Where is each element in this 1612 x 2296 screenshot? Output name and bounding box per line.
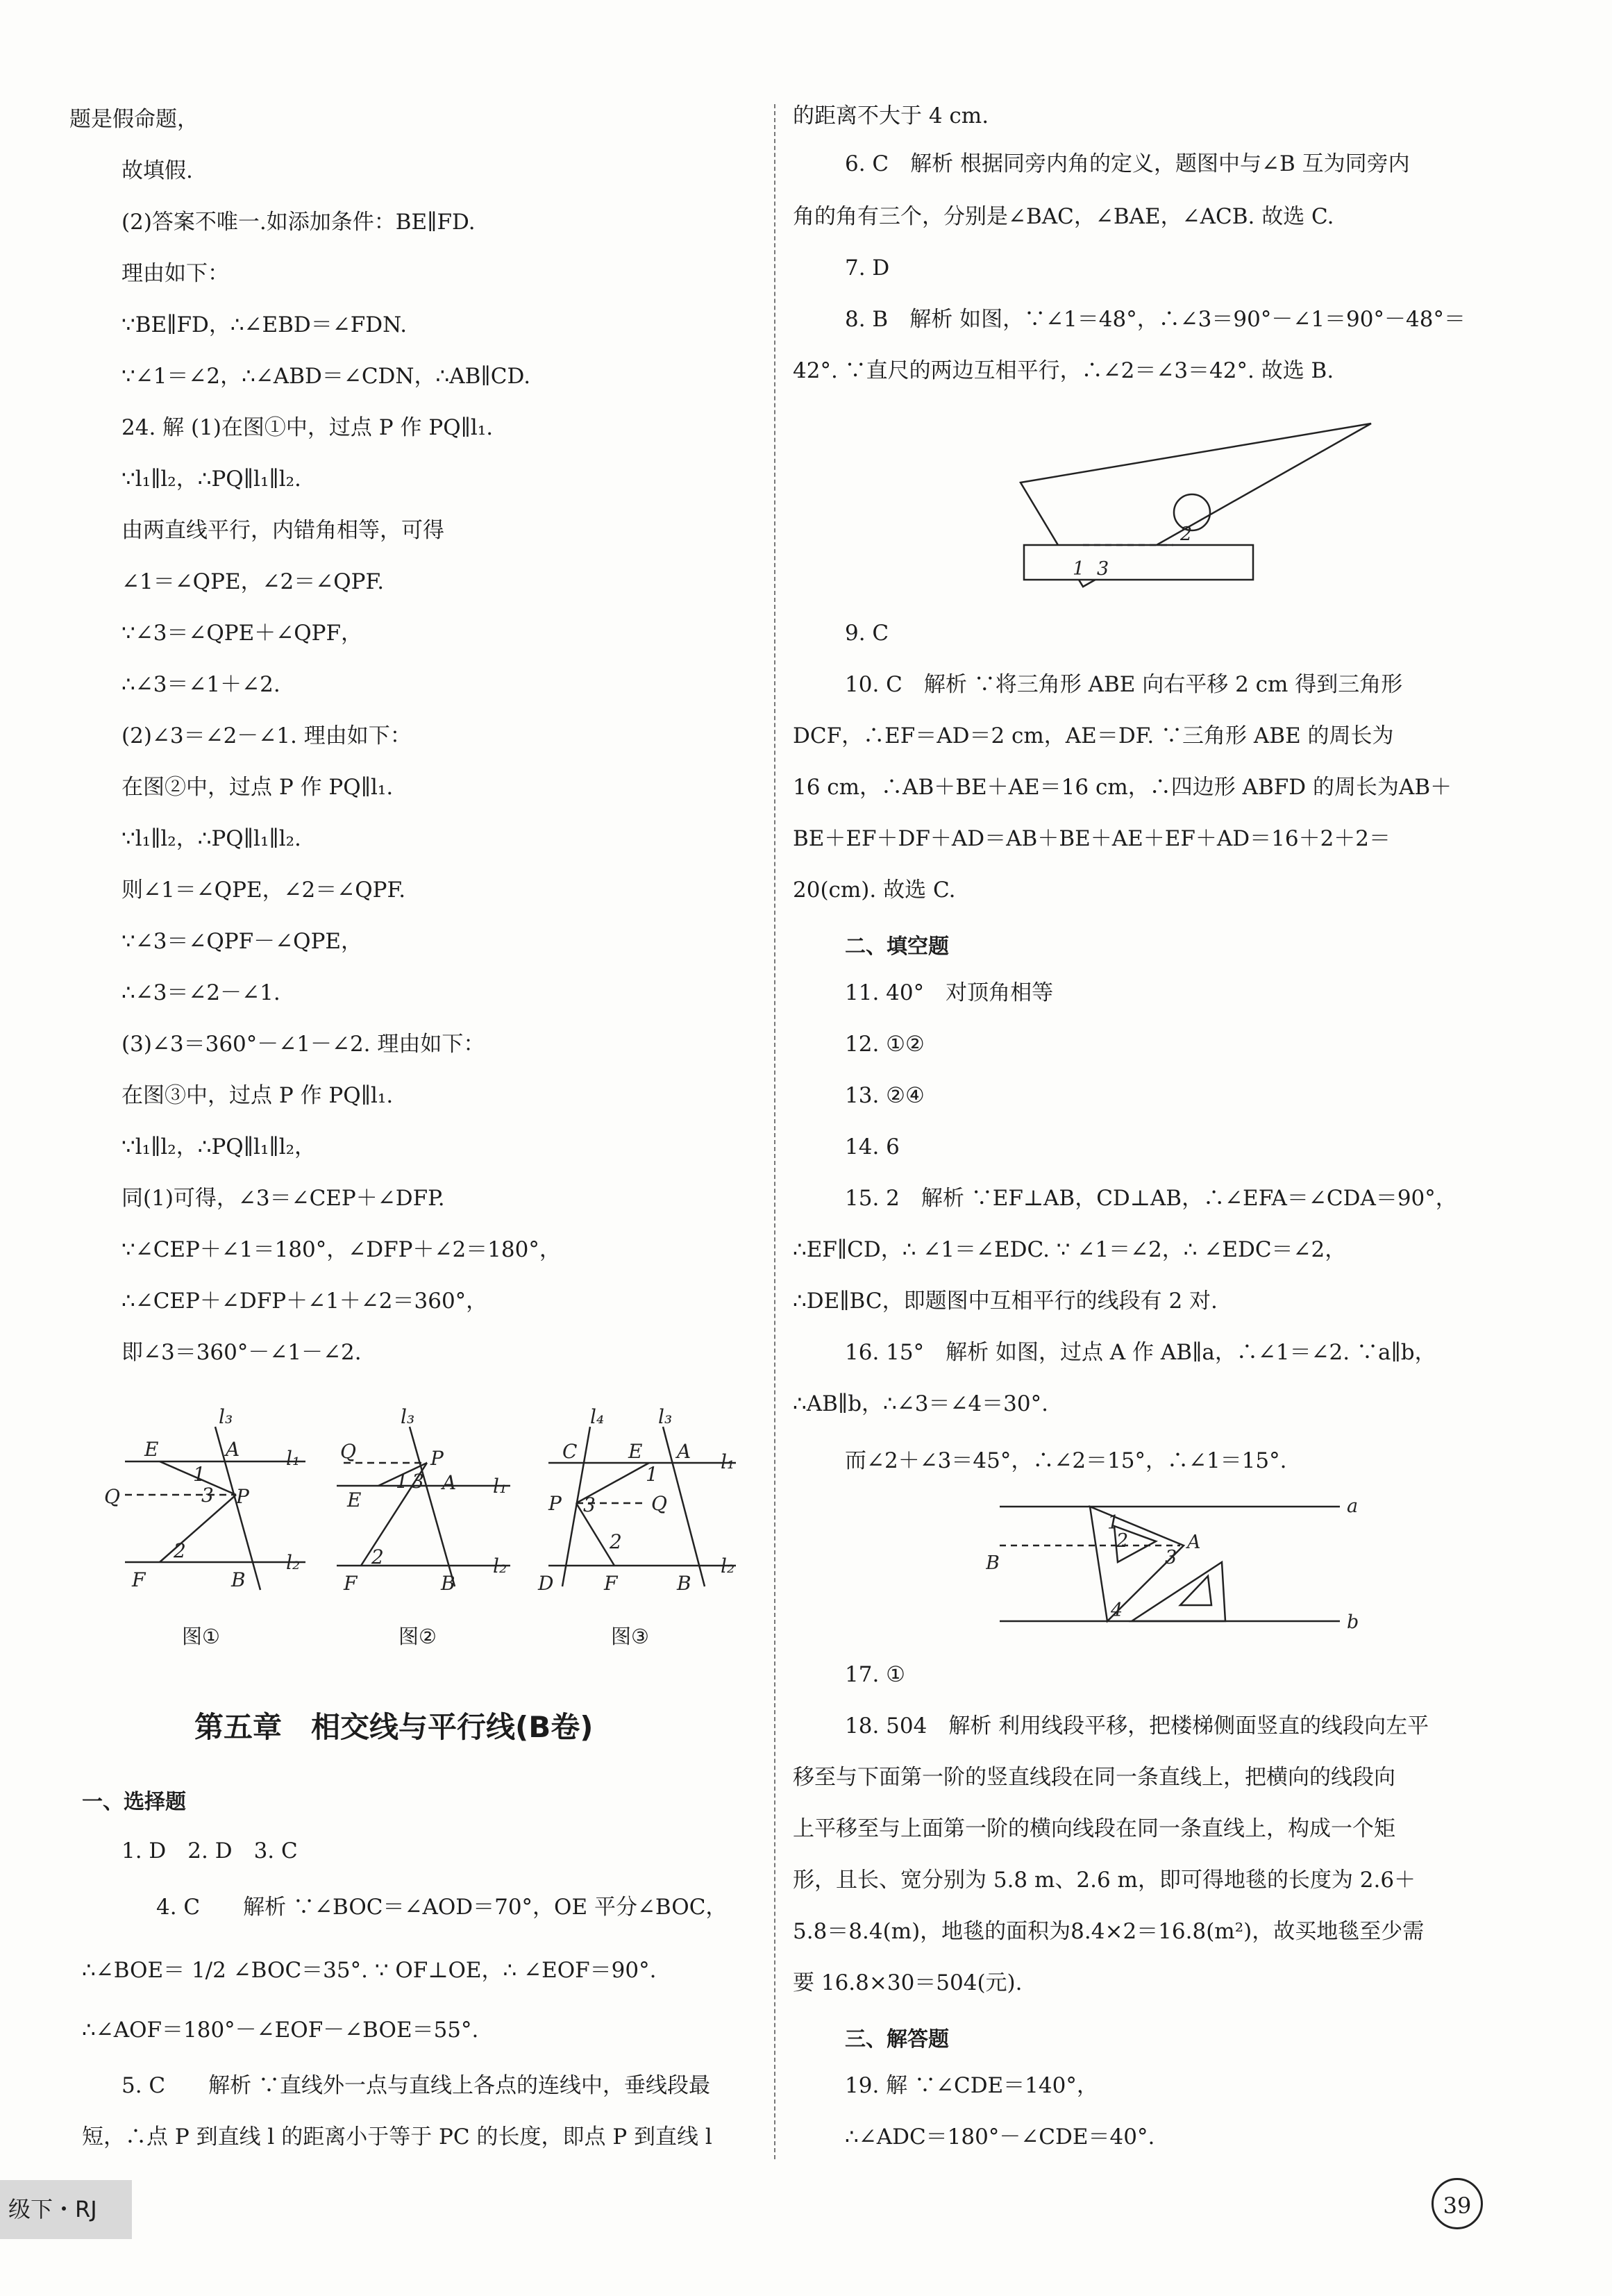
svg-text:F: F — [132, 1568, 146, 1591]
text-line: 12. ①② — [845, 1032, 925, 1057]
text-line: ∵l₁∥l₂，∴PQ∥l₁∥l₂， — [121, 1134, 317, 1159]
text-line: (2)∠3＝∠2－∠1. 理由如下： — [121, 723, 412, 748]
text-line: 19. 解 ∵∠CDE＝140°， — [845, 2073, 1098, 2098]
text-line: 11. 40° 对顶角相等 — [845, 980, 1054, 1005]
text-line: 故填假. — [121, 158, 193, 183]
section-heading: 一、选择题 — [82, 1790, 186, 1814]
text-line: 17. ① — [845, 1662, 905, 1687]
svg-text:A: A — [1187, 1532, 1201, 1553]
text-line: 理由如下： — [121, 261, 229, 286]
text-line: 14. 6 — [845, 1134, 900, 1159]
svg-text:B: B — [231, 1568, 246, 1591]
text-line: 在图②中，过点 P 作 PQ∥l₁. — [121, 775, 394, 800]
svg-text:Q: Q — [104, 1485, 120, 1508]
section-heading: 二、填空题 — [845, 935, 949, 959]
svg-text:3: 3 — [1165, 1547, 1177, 1568]
text-line: 10. C 解析 ∵将三角形 ABE 向右平移 2 cm 得到三角形 — [845, 672, 1403, 697]
svg-text:A: A — [677, 1440, 691, 1463]
text-line: 42°. ∵直尺的两边互相平行，∴∠2＝∠3＝42°. 故选 B. — [793, 358, 1334, 383]
svg-text:2: 2 — [174, 1539, 186, 1562]
text-line: 5. C 解析 ∵直线外一点与直线上各点的连线中，垂线段最 — [121, 2073, 711, 2098]
text-line: ∴EF∥CD，∴ ∠1＝∠EDC. ∵ ∠1＝∠2，∴ ∠EDC＝∠2， — [793, 1237, 1347, 1262]
parallel-lines-figure — [986, 1486, 1375, 1645]
text-line: (3)∠3＝360°－∠1－∠2. 理由如下： — [121, 1032, 485, 1057]
section-heading: 三、解答题 — [845, 2027, 949, 2052]
svg-text:P: P — [548, 1492, 562, 1515]
text-line: 16 cm，∴AB＋BE＋AE＝16 cm，∴四边形 ABFD 的周长为AB＋ — [793, 775, 1452, 800]
figure-caption: 图① — [182, 1625, 220, 1648]
page-number: 39 — [1432, 2178, 1483, 2229]
svg-text:l₂: l₂ — [493, 1555, 507, 1577]
figure-caption: 图③ — [611, 1625, 649, 1648]
svg-text:P: P — [430, 1447, 444, 1470]
text-line: DCF，∴EF＝AD＝2 cm，AE＝DF. ∵三角形 ABE 的周长为 — [793, 723, 1394, 748]
text-line: 1. D 2. D 3. C — [121, 1838, 298, 1863]
column-divider — [774, 104, 775, 2159]
svg-text:b: b — [1347, 1611, 1359, 1633]
text-line: 移至与下面第一阶的竖直线段在同一条直线上，把横向的线段向 — [793, 1765, 1395, 1790]
svg-text:1: 1 — [646, 1463, 658, 1486]
svg-text:4: 4 — [1111, 1600, 1123, 1621]
text-line: 即∠3＝360°－∠1－∠2. — [121, 1340, 362, 1365]
svg-text:E: E — [347, 1489, 362, 1511]
text-line: 5.8＝8.4(m)，地毯的面积为8.4×2＝16.8(m²)，故买地毯至少需 — [793, 1919, 1425, 1944]
grade-tag: 级下・RJ — [0, 2180, 132, 2239]
ruler-triangle-figure — [1007, 417, 1382, 590]
text-line: ∴∠AOF＝180°－∠EOF－∠BOE＝55°. — [82, 2018, 479, 2043]
svg-text:E: E — [628, 1440, 643, 1463]
svg-text:l₁: l₁ — [721, 1450, 735, 1473]
text-line: 要 16.8×30＝504(元). — [793, 1970, 1023, 1995]
svg-text:F: F — [604, 1572, 618, 1593]
text-line: 形，且长、宽分别为 5.8 m、2.6 m，即可得地毯的长度为 2.6＋ — [793, 1868, 1416, 1893]
svg-text:a: a — [1347, 1495, 1359, 1517]
svg-text:3: 3 — [201, 1484, 214, 1507]
text-line: 同(1)可得，∠3＝∠CEP＋∠DFP. — [121, 1186, 445, 1211]
svg-text:l₃: l₃ — [219, 1405, 233, 1428]
text-line: BE＋EF＋DF＋AD＝AB＋BE＋AE＋EF＋AD＝16＋2＋2＝ — [793, 826, 1391, 851]
text-line: ∵l₁∥l₂，∴PQ∥l₁∥l₂. — [121, 826, 301, 851]
svg-text:E: E — [144, 1438, 159, 1461]
svg-text:B: B — [441, 1572, 455, 1593]
svg-text:l₂: l₂ — [286, 1551, 301, 1574]
svg-text:Q: Q — [651, 1492, 667, 1515]
text-line: 20(cm). 故选 C. — [793, 878, 956, 903]
text-line: 16. 15° 解析 如图，过点 A 作 AB∥a，∴∠1＝∠2. ∵a∥b， — [845, 1340, 1436, 1365]
svg-text:2: 2 — [1116, 1530, 1129, 1552]
text-line: 上平移至与上面第一阶的横向线段在同一条直线上，构成一个矩 — [793, 1816, 1395, 1841]
text-line: ∴∠ADC＝180°－∠CDE＝40°. — [845, 2125, 1155, 2150]
svg-text:3: 3 — [583, 1493, 596, 1516]
figure-3 — [535, 1399, 750, 1593]
text-line: ∵∠1＝∠2，∴∠ABD＝∠CDN，∴AB∥CD. — [121, 364, 531, 389]
text-line: 题是假命题， — [69, 107, 199, 132]
text-line: 的距离不大于 4 cm. — [793, 103, 989, 128]
text-line: ∴DE∥BC，即题图中互相平行的线段有 2 对. — [793, 1289, 1218, 1314]
svg-text:1: 1 — [1073, 558, 1085, 580]
text-line: 4. C 解析 ∵∠BOC＝∠AOD＝70°，OE 平分∠BOC， — [156, 1895, 728, 1920]
svg-text:2: 2 — [371, 1545, 384, 1568]
text-line: 而∠2＋∠3＝45°，∴∠2＝15°，∴∠1＝15°. — [845, 1448, 1287, 1473]
chapter-title: 第五章 相交线与平行线(B卷) — [194, 1710, 594, 1744]
svg-text:l₁: l₁ — [286, 1447, 301, 1470]
svg-text:Q: Q — [340, 1440, 356, 1463]
figure-caption: 图② — [398, 1625, 437, 1648]
text-line: ∴∠3＝∠1＋∠2. — [121, 672, 280, 697]
text-line: 9. C — [845, 621, 889, 646]
text-line: 在图③中，过点 P 作 PQ∥l₁. — [121, 1083, 394, 1108]
text-line: ∵∠3＝∠QPE＋∠QPF， — [121, 621, 363, 646]
svg-text:A: A — [226, 1438, 240, 1461]
svg-text:l₂: l₂ — [721, 1555, 735, 1577]
text-line: 由两直线平行，内错角相等，可得 — [121, 518, 444, 543]
text-line: 7. D — [845, 255, 890, 280]
text-line: 角的角有三个，分别是∠BAC，∠BAE，∠ACB. 故选 C. — [793, 204, 1334, 229]
svg-text:l₃: l₃ — [658, 1405, 673, 1428]
svg-text:A: A — [442, 1471, 457, 1494]
figure-1 — [104, 1399, 312, 1593]
svg-text:1: 1 — [193, 1463, 205, 1486]
text-line: 15. 2 解析 ∵EF⊥AB，CD⊥AB，∴∠EFA＝∠CDA＝90°， — [845, 1186, 1457, 1211]
text-line: ∴∠CEP＋∠DFP＋∠1＋∠2＝360°， — [121, 1289, 488, 1314]
svg-text:2: 2 — [610, 1530, 622, 1553]
svg-text:l₃: l₃ — [401, 1405, 415, 1428]
text-line: (2)答案不唯一.如添加条件：BE∥FD. — [121, 210, 476, 235]
text-line: ∵∠3＝∠QPF－∠QPE， — [121, 929, 363, 954]
svg-text:B: B — [986, 1552, 1000, 1574]
text-line: ∠1＝∠QPE，∠2＝∠QPF. — [121, 569, 385, 594]
text-line: ∵∠CEP＋∠1＝180°，∠DFP＋∠2＝180°， — [121, 1237, 561, 1262]
svg-text:C: C — [562, 1440, 578, 1463]
text-line: 18. 504 解析 利用线段平移，把楼梯侧面竖直的线段向左平 — [845, 1713, 1429, 1738]
svg-text:P: P — [236, 1485, 249, 1508]
question-24: 24. 解 (1)在图①中，过点 P 作 PQ∥l₁. — [121, 415, 494, 440]
svg-text:l₁: l₁ — [493, 1475, 507, 1498]
text-line: 短，∴点 P 到直线 l 的距离小于等于 PC 的长度，即点 P 到直线 l — [82, 2125, 712, 2150]
text-line: ∴∠3＝∠2－∠1. — [121, 980, 280, 1005]
text-line: ∵l₁∥l₂，∴PQ∥l₁∥l₂. — [121, 467, 301, 492]
svg-text:2: 2 — [1180, 523, 1193, 545]
text-line: 13. ②④ — [845, 1083, 925, 1108]
svg-text:B: B — [677, 1572, 691, 1593]
text-line: ∴∠BOE＝ 1/2 ∠BOC＝35°. ∵ OF⊥OE，∴ ∠EOF＝90°. — [82, 1958, 657, 1983]
svg-text:l₄: l₄ — [590, 1405, 605, 1428]
svg-text:3: 3 — [412, 1470, 424, 1493]
text-line: 则∠1＝∠QPE，∠2＝∠QPF. — [121, 878, 406, 903]
text-line: 6. C 解析 根据同旁内角的定义，题图中与∠B 互为同旁内 — [845, 151, 1410, 176]
svg-text:1: 1 — [1107, 1512, 1120, 1534]
svg-text:1: 1 — [396, 1470, 408, 1493]
text-line: ∴AB∥b，∴∠3＝∠4＝30°. — [793, 1391, 1048, 1416]
svg-text:3: 3 — [1097, 558, 1109, 580]
figure-2 — [323, 1399, 531, 1593]
svg-text:D: D — [538, 1572, 554, 1593]
text-line: 8. B 解析 如图，∵∠1＝48°，∴∠3＝90°－∠1＝90°－48°＝ — [845, 307, 1466, 332]
text-line: ∵BE∥FD，∴∠EBD＝∠FDN. — [121, 312, 408, 337]
svg-text:F: F — [344, 1572, 358, 1593]
